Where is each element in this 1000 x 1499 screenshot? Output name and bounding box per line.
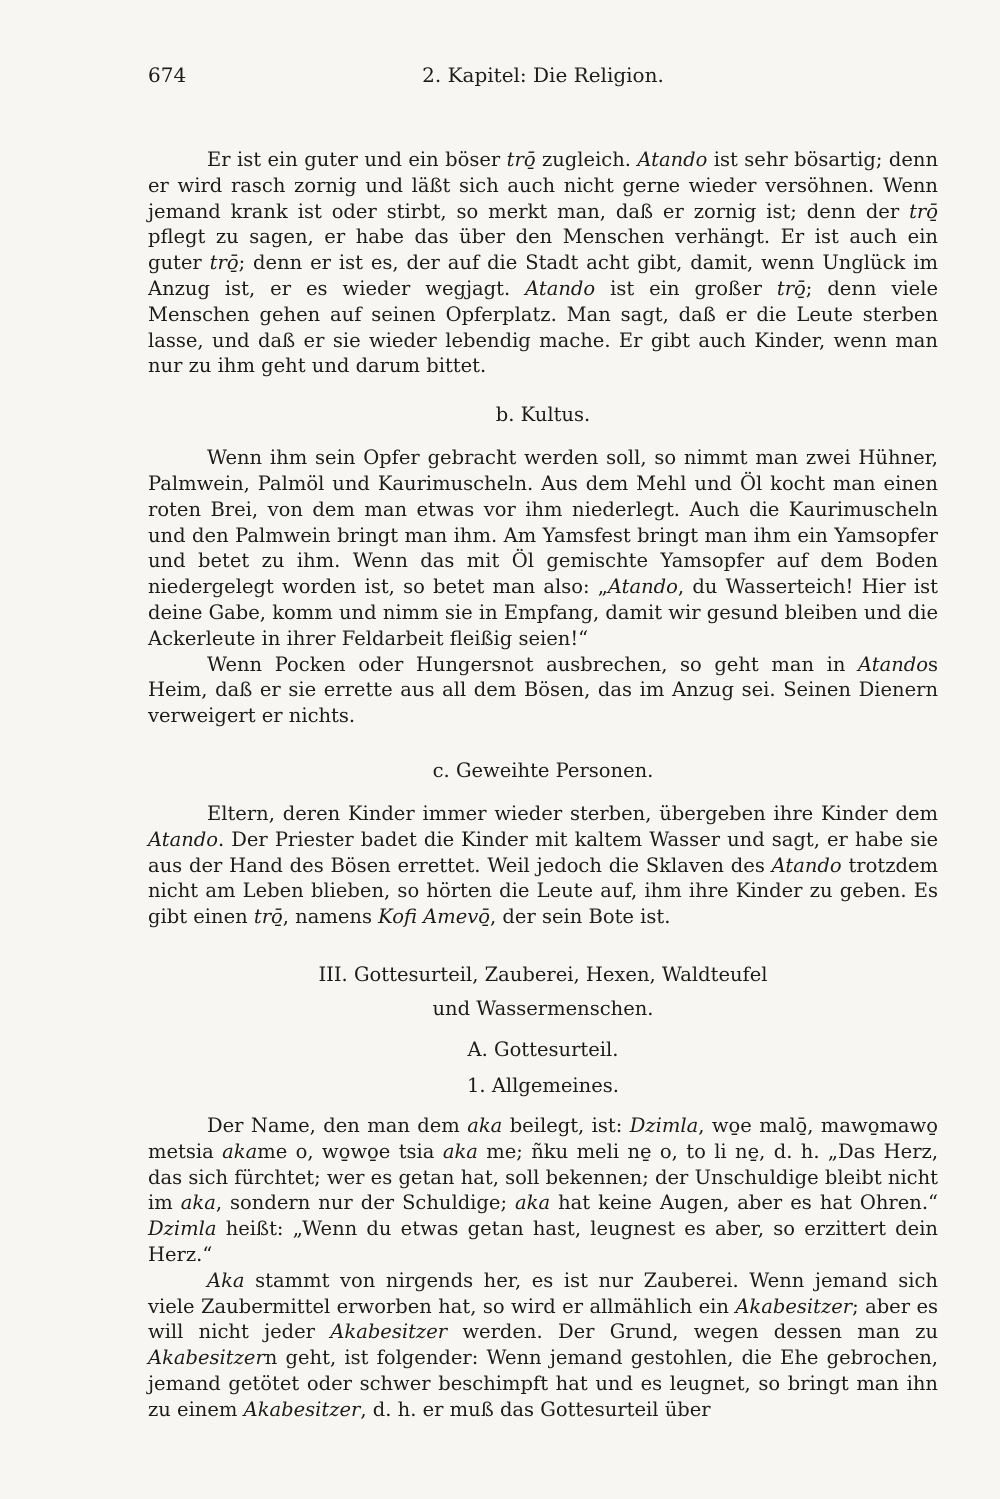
heading-geweihte-personen: c. Geweihte Personen. xyxy=(432,758,654,782)
paragraph-eltern: Eltern, deren Kinder immer wieder sterben, übergeben ihre Kinder dem Atando. Der Priester badet die Kinder mit kaltem Wasser und sagt, er habe sie aus der Hand des Bösen errettet. Weil jedoch die Sklaven des Atando trotzdem nicht am Leben blieben, so hörten die Leute auf, ihm ihre Kinder zu geben. Es gibt einen trō̱, namens Kofi Amevō̱, der sein Bote ist. xyxy=(148,801,938,929)
section-heading-iii-line2: und Wassermenschen. xyxy=(432,996,654,1020)
paragraph-name-aka: Der Name, den man dem aka beilegt, ist: Dzimla, wo̱e malō̱, mawo̱mawo̱ metsia akame o, wo̱wo̱e tsia aka me; ñku meli ne̱ o, to li ne̱, d. h. „Das Herz, das sich fürchtet; wer es getan hat, soll bekennen; der Unschuldige bleibt nicht im aka, sondern nur der Schuldige; aka hat keine Augen, aber es hat Ohren.“ Dzimla heißt: „Wenn du etwas getan hast, leugnest es aber, so erzittert dein Herz.“ xyxy=(148,1113,939,1266)
paragraph-atando-nature: Er ist ein guter und ein böser trō̱ zugleich. Atando ist sehr bösartig; denn er wird rasch zornig und läßt sich auch nicht gerne wieder versöhnen. Wenn jemand krank ist oder stirbt, so merkt man, daß er zornig ist; denn der trō̱ pflegt zu sagen, er habe das über den Menschen verhängt. Er ist auch ein guter trō̱; denn er ist es, der auf die Stadt acht gibt, damit, wenn Unglück im Anzug ist, er es wieder wegjagt. Atando ist ein großer trō̱; denn viele Menschen gehen auf seinen Opferplatz. Man sagt, daß er die Leute sterben lasse, und daß er sie wieder lebendig mache. Er gibt auch Kinder, wenn man nur zu ihm geht und darum bittet. xyxy=(148,148,938,378)
section-heading-iii-line1: III. Gottesurteil, Zauberei, Hexen, Waldteufel xyxy=(318,962,768,986)
heading-kultus: b. Kultus. xyxy=(495,403,591,427)
page-number: 674 xyxy=(148,63,187,87)
paragraph-pocken: Wenn Pocken oder Hungersnot ausbrechen, so geht man in Atandos Heim, daß er sie errette aus all dem Bösen, das im Anzug sei. Seinen Dienern verweigert er nichts. xyxy=(148,652,938,728)
subheading-gottesurteil: A. Gottesurteil. xyxy=(467,1037,619,1061)
running-header xyxy=(148,55,938,95)
chapter-title: 2. Kapitel: Die Religion. xyxy=(422,63,664,87)
paragraph-offering: Wenn ihm sein Opfer gebracht werden soll, so nimmt man zwei Hühner, Palmwein, Palmöl und Kaurimuscheln. Aus dem Mehl und Öl kocht man einen roten Brei, von dem man etwas vor ihm niederlegt. Auch die Kaurimuscheln und den Palmwein bringt man ihm. Am Yamsfest bringt man ihm ein Yamsopfer und betet zu ihm. Wenn das mit Öl gemischte Yamsopfer auf dem Boden niedergelegt worden ist, so betet man also: „Atando, du Wasserteich! Hier ist deine Gabe, komm und nimm sie in Empfang, damit wir gesund bleiben und die Ackerleute in ihrer Feldarbeit fleißig seien!“ xyxy=(148,446,938,650)
paragraph-aka-origin: Aka stammt von nirgends her, es ist nur Zauberei. Wenn jemand sich viele Zaubermittel erworben hat, so wird er allmählich ein Akabesitzer; aber es will nicht jeder Akabesitzer werden. Der Grund, wegen dessen man zu Akabesitzern geht, ist folgender: Wenn jemand gestohlen, die Ehe gebrochen, jemand getötet oder schwer beschimpft hat und es leugnet, so bringt man ihn zu einem Akabesitzer, d. h. er muß das Gottesurteil über xyxy=(148,1268,939,1421)
subheading-allgemeines: 1. Allgemeines. xyxy=(467,1073,619,1097)
